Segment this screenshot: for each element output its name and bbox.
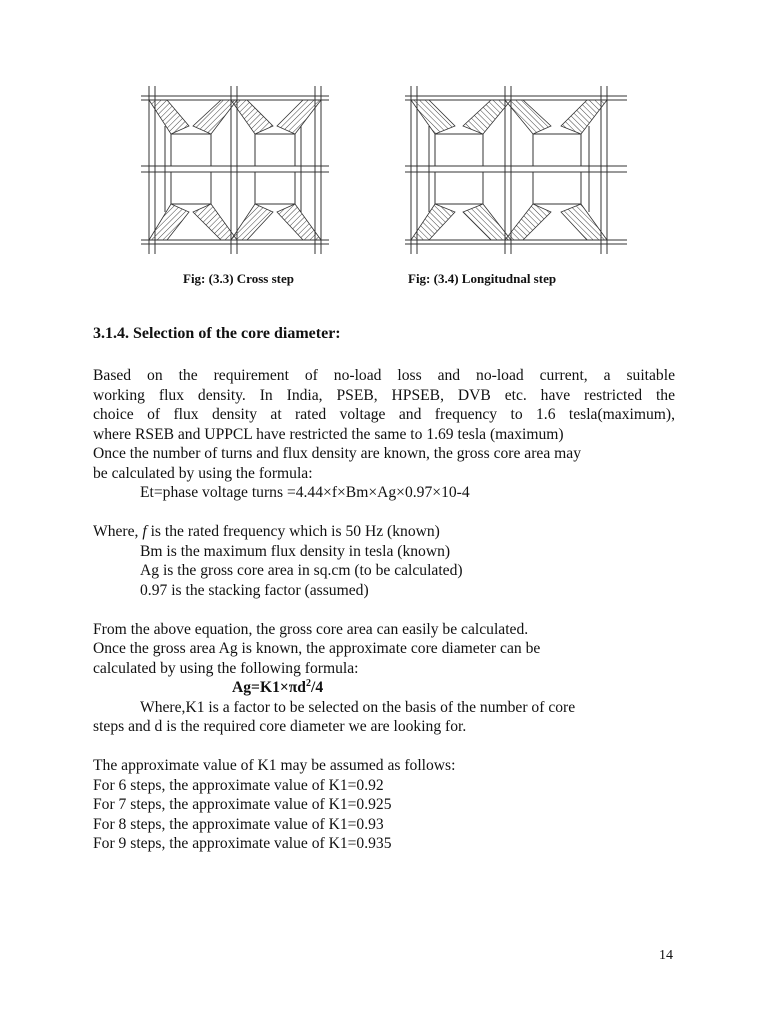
formula-ag-sup: 2 bbox=[305, 677, 311, 689]
figure-cross-step bbox=[141, 86, 329, 254]
steps-7: For 7 steps, the approximate value of K1=0.925 bbox=[93, 796, 392, 813]
figure-longitudinal-step bbox=[405, 86, 627, 254]
cross-step-drawing bbox=[141, 86, 329, 254]
para3-line-2: steps and d is the required core diameter we are looking for. bbox=[93, 718, 467, 735]
formula-ag bbox=[93, 678, 675, 698]
body-text bbox=[93, 366, 675, 854]
formula-ag-tail: /4 bbox=[310, 679, 324, 696]
para1-line-4: where RSEB and UPPCL have restricted the same to 1.69 tesla (maximum) bbox=[93, 425, 564, 443]
page-number: 14 bbox=[659, 948, 673, 963]
where-item-bm: Bm is the maximum flux density in tesla (known) bbox=[140, 542, 451, 560]
para1-line-1: Based on the requirement of no-load loss and no-load current, a suitable bbox=[93, 367, 675, 384]
para2-line-1: From the above equation, the gross core area can easily be calculated. bbox=[93, 620, 529, 638]
where-item-stacking: 0.97 is the stacking factor (assumed) bbox=[140, 581, 369, 599]
steps-6: For 6 steps, the approximate value of K1=0.92 bbox=[93, 776, 384, 794]
where-line bbox=[93, 522, 675, 542]
steps-9: For 9 steps, the approximate value of K1=0.935 bbox=[93, 835, 392, 852]
figure-caption-longitudinal-step: Fig: (3.4) Longitudnal step bbox=[408, 271, 557, 286]
para1-line-3: choice of flux density at rated voltage and frequency to 1.6 tesla(maximum), bbox=[93, 406, 675, 423]
para2-line-3: calculated by using the following formula: bbox=[93, 659, 359, 677]
where-f-symbol: f bbox=[142, 523, 147, 540]
para1-line-2: working flux density. In India, PSEB, HPSEB, DVB etc. have restricted the bbox=[93, 386, 675, 404]
para1-line-5: Once the number of turns and flux density are known, the gross core area may bbox=[93, 445, 582, 462]
where-rest: is the rated frequency which is 50 Hz (known) bbox=[146, 523, 440, 540]
formula-ag-main: Ag=K1×πd bbox=[232, 679, 306, 696]
longitudinal-step-drawing bbox=[405, 86, 627, 254]
section-heading: 3.1.4. Selection of the core diameter: bbox=[93, 325, 341, 342]
para4-intro: The approximate value of K1 may be assumed as follows: bbox=[93, 757, 456, 774]
para3-line-1: Where,K1 is a factor to be selected on the basis of the number of core bbox=[140, 698, 576, 716]
where-prefix: Where, bbox=[93, 523, 143, 540]
para2-line-2: Once the gross area Ag is known, the approximate core diameter can be bbox=[93, 640, 541, 657]
figure-caption-cross-step: Fig: (3.3) Cross step bbox=[183, 271, 294, 286]
where-item-ag: Ag is the gross core area in sq.cm (to be calculated) bbox=[140, 562, 463, 579]
formula-et: Et=phase voltage turns =4.44×f×Bm×Ag×0.97×10-4 bbox=[140, 484, 470, 501]
para1-line-6: be calculated by using the formula: bbox=[93, 464, 313, 482]
steps-8: For 8 steps, the approximate value of K1=0.93 bbox=[93, 815, 384, 833]
